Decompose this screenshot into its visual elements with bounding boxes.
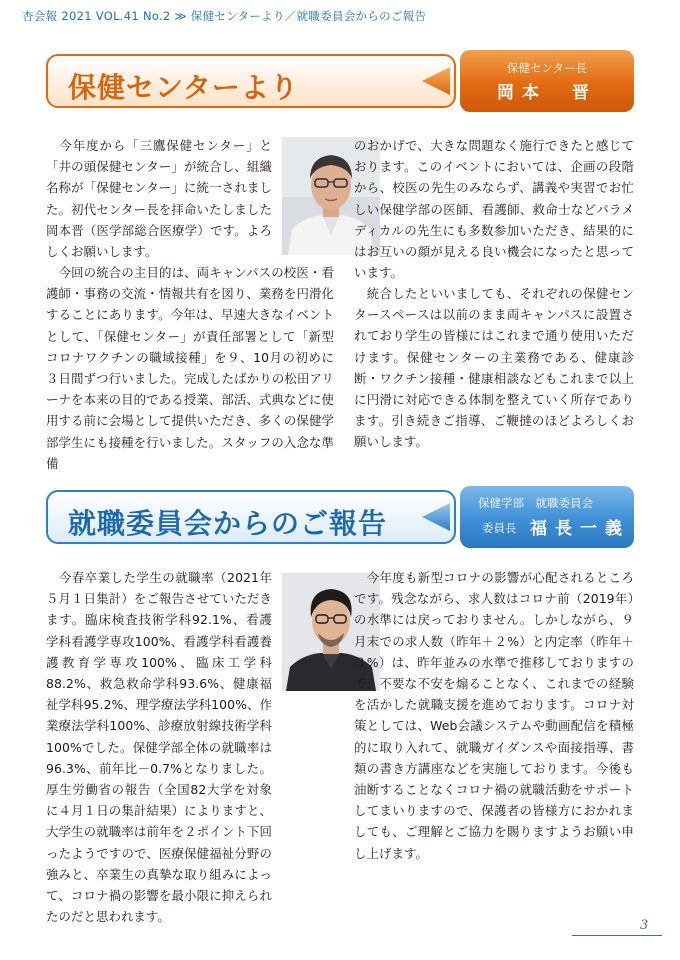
section1-title: 保健センターより	[68, 71, 299, 104]
section2-title-box	[46, 490, 456, 544]
section2-title: 就職委員会からのご報告	[68, 507, 388, 540]
section1-left-para-2-text: 今回の統合の主目的は、両キャンパスの校医・看護師・事務の交流・情報共有を図り、業務を円滑化することにあります。今年は、早速大きなイベントとして、「保健センター」が責任部署として「新型コロナワクチンの職域接種」を９、10月の初めに３日間ずつ行いました。完成したばかりの松田アリーナを本来の目的である授業、部活、式典などに使用する前に会場として提供いただき、多くの保健学部学生にも接種を行いました。スタッフの入念な準備	[46, 265, 334, 471]
section1-right-para-1	[354, 135, 634, 283]
page-number: 3	[640, 918, 649, 933]
section1-right-para-1-text: のおかげで、大きな問題なく施行できたと感じております。このイベントにおいては、企画の段階から、校医の先生のみならず、講義や実習でお忙しい保健学部の医師、看護師、救命士などパラメディカルの先生にも多数参加いただき、結果的にはお互いの顔が見える良い機会になったと思っています。	[354, 138, 634, 281]
section2-author-name: 福長一義	[530, 519, 630, 539]
section1-title-box	[46, 54, 456, 108]
section2-author-role: 委員長	[482, 521, 517, 535]
section1-right-para-2	[354, 283, 634, 453]
section2-right-para-1-text: 今年度も新型コロナの影響が心配されるところです。残念ながら、求人数はコロナ前（2019年）の水準には戻っておりません。しかしながら、９月末での求人数（昨年＋２%）と内定率（昨年＋３%）は、昨年並みの水準で推移しておりますので、不要な不安を煽ることなく、これまでの経験を活かした就職支援を進めております。コロナ対策としては、Web会議システムや動画配信を積極的に取り入れて、就職ガイダンスや面接指導、書類の書き方講座などを実施しております。今後も油断することなくコロナ禍の就職活動をサポートしてまいりますので、保護者の皆様方におかれましても、ご理解とご協力を賜りますようお願い申し上げます。	[354, 570, 634, 861]
section2-left-para-1	[46, 567, 272, 927]
section2-right-para-1	[354, 567, 634, 864]
section2-left-para-1-text: 今春卒業した学生の就職率（2021年５月１日集計）をご報告させていただきます。臨床検査技術学科92.1%、看護学科看護学専攻100%、看護学科看護養護教育学専攻100%、臨床工学科88.2%、救急救命学科93.6%、健康福祉学科95.2%、理学療法学科100%、作業療法学科100%、診療放射線技術学科100%でした。保健学部全体の就職率は96.3%、前年比－0.7%となりました。厚生労働省の報告（全国82大学を対象に４月１日の集計結果）によりますと、大学生の就職率は前年を２ポイント下回ったようですので、医療保健福祉分野の強みと、卒業生の真摯な取り組みによって、コロナ禍の影響を最小限に抑えられたのだと思われます。	[46, 570, 272, 925]
section1-left-para-1-text: 今年度から「三鷹保健センター」と「井の頭保健センター」が統合し、組織名称が「保健センター」に統一されました。初代センター長を拝命いたしました岡本晋（医学部総合医療学）です。よろしくお願いします。	[46, 138, 272, 260]
section1-left-para-1	[46, 135, 272, 262]
left-arrow-icon	[418, 500, 452, 534]
section1-author-box	[460, 50, 634, 112]
left-arrow-icon	[418, 64, 452, 98]
section1-left-para-2	[46, 262, 334, 474]
section1-right-para-2-text: 統合したといいましても、それぞれの保健センタースペースは以前のまま両キャンパスに設置されており学生の皆様にはこれまで通り使用いただけます。保健センターの主業務である、健康診断・ワクチン接種・健康相談などもこれまで以上に円滑に対応できる体制を整えていく所存であります。引き続きご指導、ご鞭撻のほどよろしくお願いします。	[354, 286, 634, 450]
section2-author-dept: 保健学部 就職委員会	[478, 496, 593, 510]
section1-author-dept: 保健センター長	[506, 61, 588, 75]
section1-author-name: 岡本 晋	[497, 83, 597, 103]
section2-author-box	[460, 486, 634, 548]
page-number-rule	[572, 935, 662, 936]
running-header: 杏会報 2021 VOL.41 No.2 ≫ 保健センターより／就職委員会からのご報告	[22, 9, 427, 23]
section1-banner	[46, 50, 634, 112]
section2-banner	[46, 486, 634, 548]
